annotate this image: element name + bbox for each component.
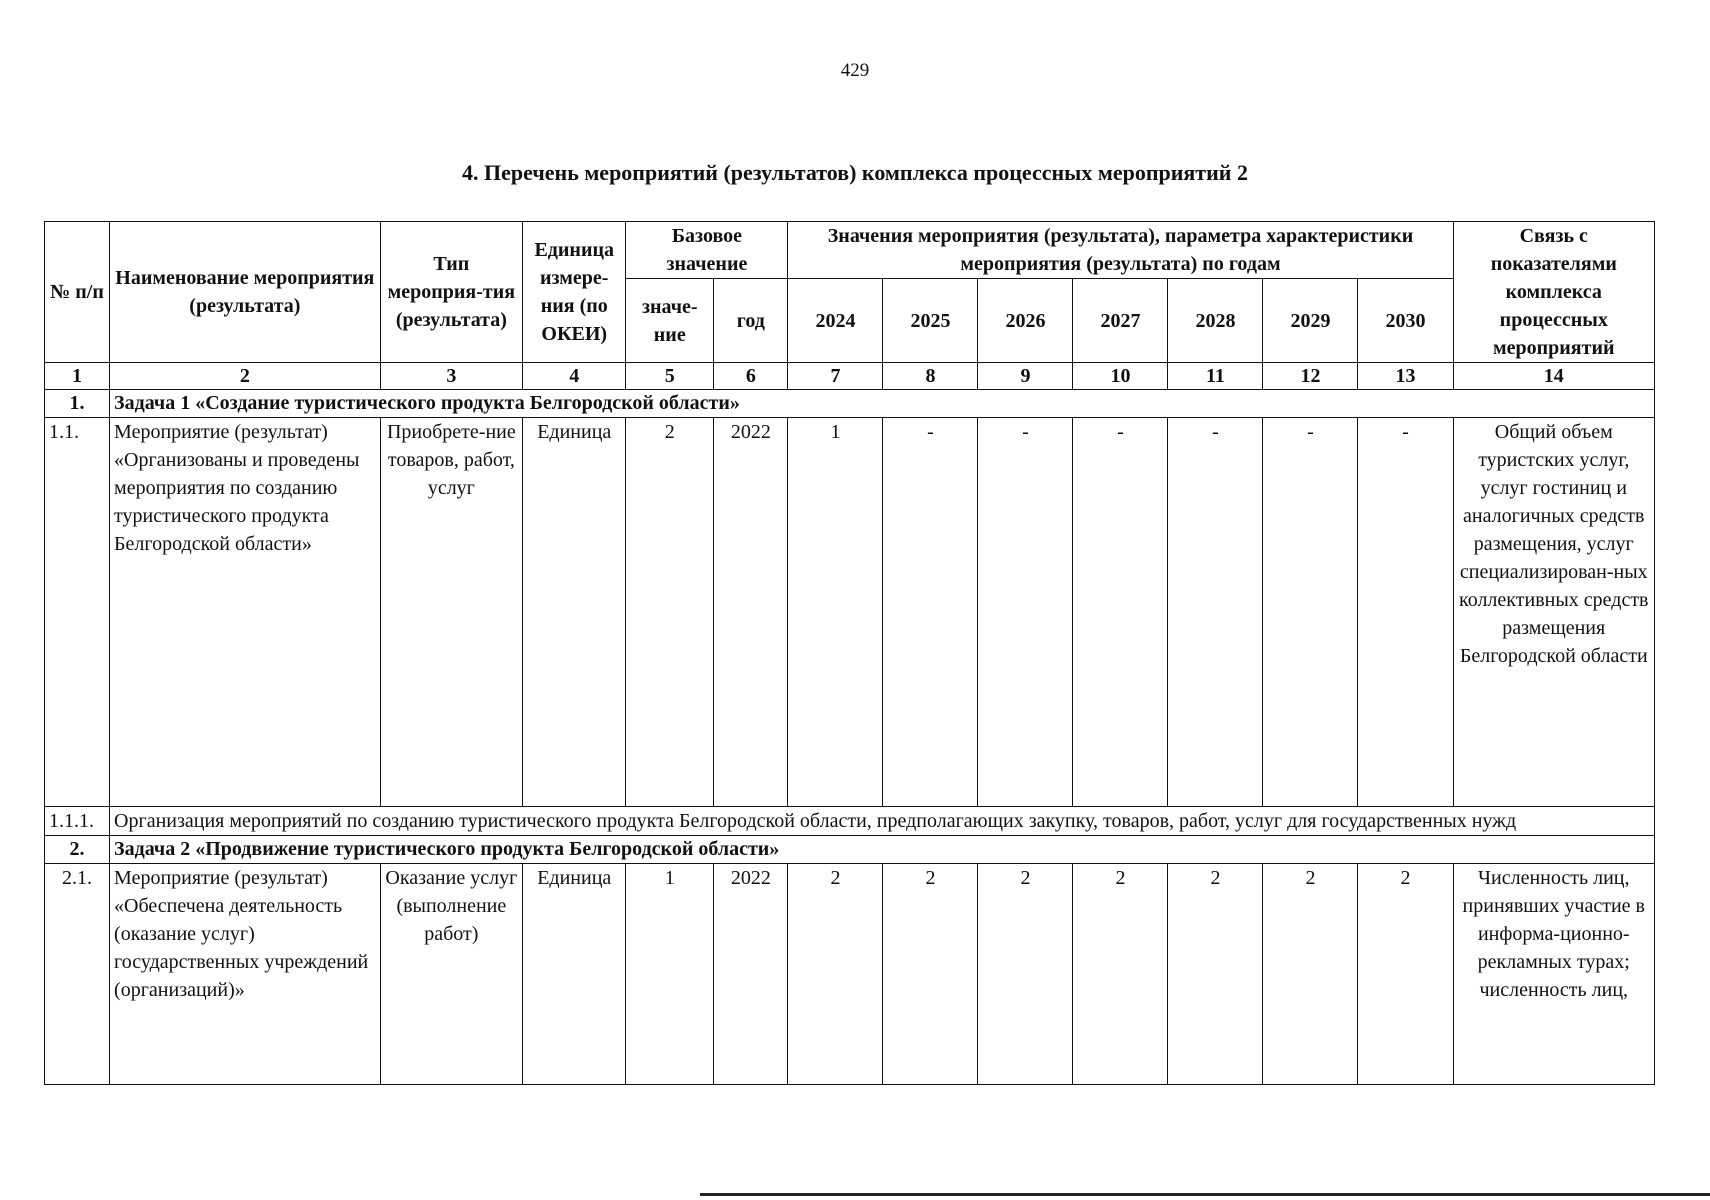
row-2-1-value-2029: 2 — [1263, 864, 1358, 1085]
column-number: 1 — [45, 363, 110, 390]
row-1-1-base-value: 2 — [626, 418, 714, 807]
event-row-2-1 — [45, 864, 1655, 1085]
header-unit: Единица измере-ния (по ОКЕИ) — [523, 222, 626, 363]
column-number: 12 — [1263, 363, 1358, 390]
column-number: 9 — [978, 363, 1073, 390]
task-1-row — [45, 390, 1655, 418]
header-base-value: значе-ние — [626, 279, 714, 363]
row-1-1-value-2028: - — [1168, 418, 1263, 807]
row-1-1-value-2027: - — [1073, 418, 1168, 807]
row-1-1-value-2024: 1 — [788, 418, 883, 807]
scan-edge-line — [700, 1193, 1710, 1196]
header-year-2024: 2024 — [788, 279, 883, 363]
row-1-1-link: Общий объем туристских услуг, услуг гостиниц и аналогичных средств размещения, услуг специализирован-ных коллективных средств размещения Белгородской области — [1453, 418, 1654, 807]
row-2-1-value-2030: 2 — [1358, 864, 1453, 1085]
header-year-2026: 2026 — [978, 279, 1073, 363]
header-values-by-year: Значения мероприятия (результата), параметра характеристики мероприятия (результата) по годам — [788, 222, 1453, 279]
row-2-1-value-2027: 2 — [1073, 864, 1168, 1085]
row-1-1-base-year: 2022 — [714, 418, 788, 807]
row-1-1-1-num: 1.1.1. — [45, 807, 110, 836]
task-2-num: 2. — [45, 836, 110, 864]
row-1-1-value-2030: - — [1358, 418, 1453, 807]
header-year-2030: 2030 — [1358, 279, 1453, 363]
row-2-1-value-2026: 2 — [978, 864, 1073, 1085]
row-1-1-1-text: Организация мероприятий по созданию туристического продукта Белгородской области, предполагающих закупку, товаров, работ, услуг для государственных нужд — [110, 807, 1655, 836]
page-number: 429 — [840, 60, 870, 81]
header-type: Тип мероприя-тия (результата) — [380, 222, 523, 363]
event-row-1-1-1 — [45, 807, 1655, 836]
column-number: 3 — [380, 363, 523, 390]
header-year-2028: 2028 — [1168, 279, 1263, 363]
row-2-1-value-2028: 2 — [1168, 864, 1263, 1085]
row-1-1-name: Мероприятие (результат) «Организованы и проведены мероприятия по созданию туристического продукта Белгородской области» — [110, 418, 381, 807]
header-year-2025: 2025 — [883, 279, 978, 363]
header-base: Базовое значение — [626, 222, 788, 279]
column-number: 6 — [714, 363, 788, 390]
events-table — [44, 221, 1655, 1085]
header-year-2027: 2027 — [1073, 279, 1168, 363]
row-2-1-num: 2.1. — [45, 864, 110, 1085]
row-2-1-value-2024: 2 — [788, 864, 883, 1085]
header-year-2029: 2029 — [1263, 279, 1358, 363]
row-2-1-value-2025: 2 — [883, 864, 978, 1085]
row-1-1-value-2025: - — [883, 418, 978, 807]
column-number: 14 — [1453, 363, 1654, 390]
task-1-num: 1. — [45, 390, 110, 418]
row-2-1-type: Оказание услуг (выполнение работ) — [380, 864, 523, 1085]
column-number: 4 — [523, 363, 626, 390]
header-base-year: год — [714, 279, 788, 363]
task-2-row — [45, 836, 1655, 864]
row-2-1-link: Численность лиц, принявших участие в информа-ционно-рекламных турах; численность лиц, — [1453, 864, 1654, 1085]
column-number: 13 — [1358, 363, 1453, 390]
row-1-1-num: 1.1. — [45, 418, 110, 807]
row-2-1-unit: Единица — [523, 864, 626, 1085]
column-number: 8 — [883, 363, 978, 390]
task-1-title: Задача 1 «Создание туристического продукта Белгородской области» — [110, 390, 1655, 418]
event-row-1-1 — [45, 418, 1655, 807]
row-1-1-unit: Единица — [523, 418, 626, 807]
column-number: 10 — [1073, 363, 1168, 390]
row-2-1-base-year: 2022 — [714, 864, 788, 1085]
row-2-1-base-value: 1 — [626, 864, 714, 1085]
column-number: 7 — [788, 363, 883, 390]
row-1-1-value-2026: - — [978, 418, 1073, 807]
column-numbers-row — [45, 363, 1655, 390]
header-num: № п/п — [45, 222, 110, 363]
column-number: 2 — [110, 363, 381, 390]
header-link: Связь с показателями комплекса процессных мероприятий — [1453, 222, 1654, 363]
header-name: Наименование мероприятия (результата) — [110, 222, 381, 363]
task-2-title: Задача 2 «Продвижение туристического продукта Белгородской области» — [110, 836, 1655, 864]
row-2-1-name: Мероприятие (результат) «Обеспечена деятельность (оказание услуг) государственных учреждений (организаций)» — [110, 864, 381, 1085]
document-title: 4. Перечень мероприятий (результатов) комплекса процессных мероприятий 2 — [462, 160, 1248, 185]
column-number: 5 — [626, 363, 714, 390]
row-1-1-value-2029: - — [1263, 418, 1358, 807]
row-1-1-type: Приобрете-ние товаров, работ, услуг — [380, 418, 523, 807]
column-number: 11 — [1168, 363, 1263, 390]
